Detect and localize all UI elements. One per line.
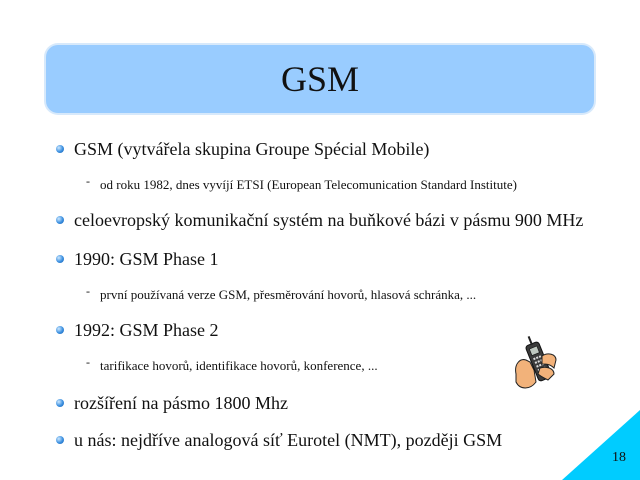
bullet-text: u nás: nejdříve analogová síť Eurotel (NMT), později GSM: [74, 430, 503, 450]
sub-bullet-item: [86, 174, 517, 193]
bullet-item: [56, 393, 288, 414]
sub-bullet-text: první používaná verze GSM, přesměrování hovorů, hlasová schránka, ...: [100, 287, 477, 302]
bullet-icon: [56, 399, 64, 407]
sub-bullet-text: tarifikace hovorů, identifikace hovorů, konference, ...: [100, 358, 378, 373]
bullet-icon: [56, 326, 64, 334]
bullet-text: celoevropský komunikační systém na buňkové bázi v pásmu 900 MHz: [74, 210, 584, 230]
sub-bullet-text: od roku 1982, dnes vyvíjí ETSI (European Telecomunication Standard Institute): [100, 177, 517, 192]
bullet-item: [56, 139, 429, 160]
bullet-icon: [56, 436, 64, 444]
sub-bullet-item: [86, 355, 378, 374]
bullet-text: rozšíření na pásmo 1800 Mhz: [74, 393, 288, 413]
bullet-item: [56, 430, 502, 451]
sub-bullet-item: [86, 284, 477, 303]
slide-title: GSM: [280, 59, 360, 99]
bullet-item: [56, 210, 583, 231]
page-number: 18: [612, 450, 626, 465]
bullet-item: [56, 249, 219, 270]
bullet-item: [56, 320, 219, 341]
bullet-text: GSM (vytvářela skupina Groupe Spécial Mobile): [74, 139, 430, 159]
bullet-text: 1990: GSM Phase 1: [74, 249, 219, 269]
bullet-icon: [56, 145, 64, 153]
dash-icon: -: [86, 355, 90, 369]
dash-icon: -: [86, 174, 90, 188]
bullet-text: 1992: GSM Phase 2: [74, 320, 219, 340]
bullet-icon: [56, 255, 64, 263]
hand-holding-mobile-phone-icon: [512, 334, 562, 394]
dash-icon: -: [86, 284, 90, 298]
corner-decoration: [562, 410, 640, 480]
bullet-icon: [56, 216, 64, 224]
title-banner: [46, 45, 594, 113]
